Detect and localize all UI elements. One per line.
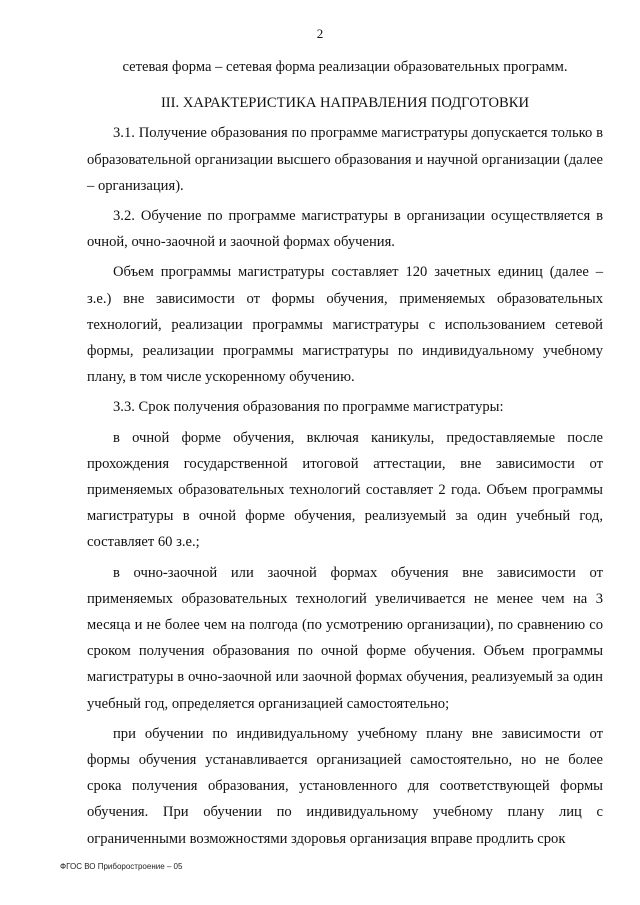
page-number: 2 (316, 26, 324, 41)
paragraph-3-1: 3.1. Получение образования по программе магистратуры допускается только в образовательной организации высшего образования и научной организации (далее – организация). (87, 125, 603, 194)
paragraph-full-time: в очной форме обучения, включая каникулы, предоставляемые после прохождения государственной итоговой аттестации, вне зависимости от применяемых образовательных технологий составляет 2 года. Объем программы магистратуры в очной форме обучения, реализуемый за один учебный год, составляет 60 з.е.; (87, 429, 603, 551)
definition-line: сетевая форма – сетевая форма реализации образовательных программ. (122, 59, 568, 75)
paragraph-part-time: в очно-заочной или заочной формах обучения вне зависимости от применяемых образовательных технологий увеличивается не менее чем на 3 месяца и не более чем на полгода (по усмотрению организации), по сравнению со сроком получения образования по очной форме обучения. Объем программы магистратуры в очно-заочной или заочной формах обучения, реализуемый за один учебный год, определяется организацией самостоятельно; (87, 564, 603, 712)
page-footer: ФГОС ВО Приборостроение – 05 (60, 862, 183, 871)
paragraph-3-2: 3.2. Обучение по программе магистратуры в организации осуществляется в очной, очно-заочной и заочной формах обучения. (87, 208, 603, 251)
paragraph-volume: Объем программы магистратуры составляет 120 зачетных единиц (далее – з.е.) вне зависимости от формы обучения, применяемых образовательных технологий, реализации программы магистратуры с использованием сетевой формы, реализации программы магистратуры по индивидуальному учебному плану, в том числе ускоренному обучению. (87, 264, 603, 386)
document-body (87, 54, 603, 852)
paragraph-3-3: 3.3. Срок получения образования по программе магистратуры: (113, 399, 504, 416)
section-heading: III. ХАРАКТЕРИСТИКА НАПРАВЛЕНИЯ ПОДГОТОВКИ (160, 95, 530, 112)
paragraph-individual-plan: при обучении по индивидуальному учебному плану вне зависимости от формы обучения устанавливается организацией самостоятельно, но не более срока получения образования, установленного для соответствующей формы обучения. При обучении по индивидуальному учебному плану лиц с ограниченными возможностями здоровья организация вправе продлить срок (87, 725, 603, 847)
